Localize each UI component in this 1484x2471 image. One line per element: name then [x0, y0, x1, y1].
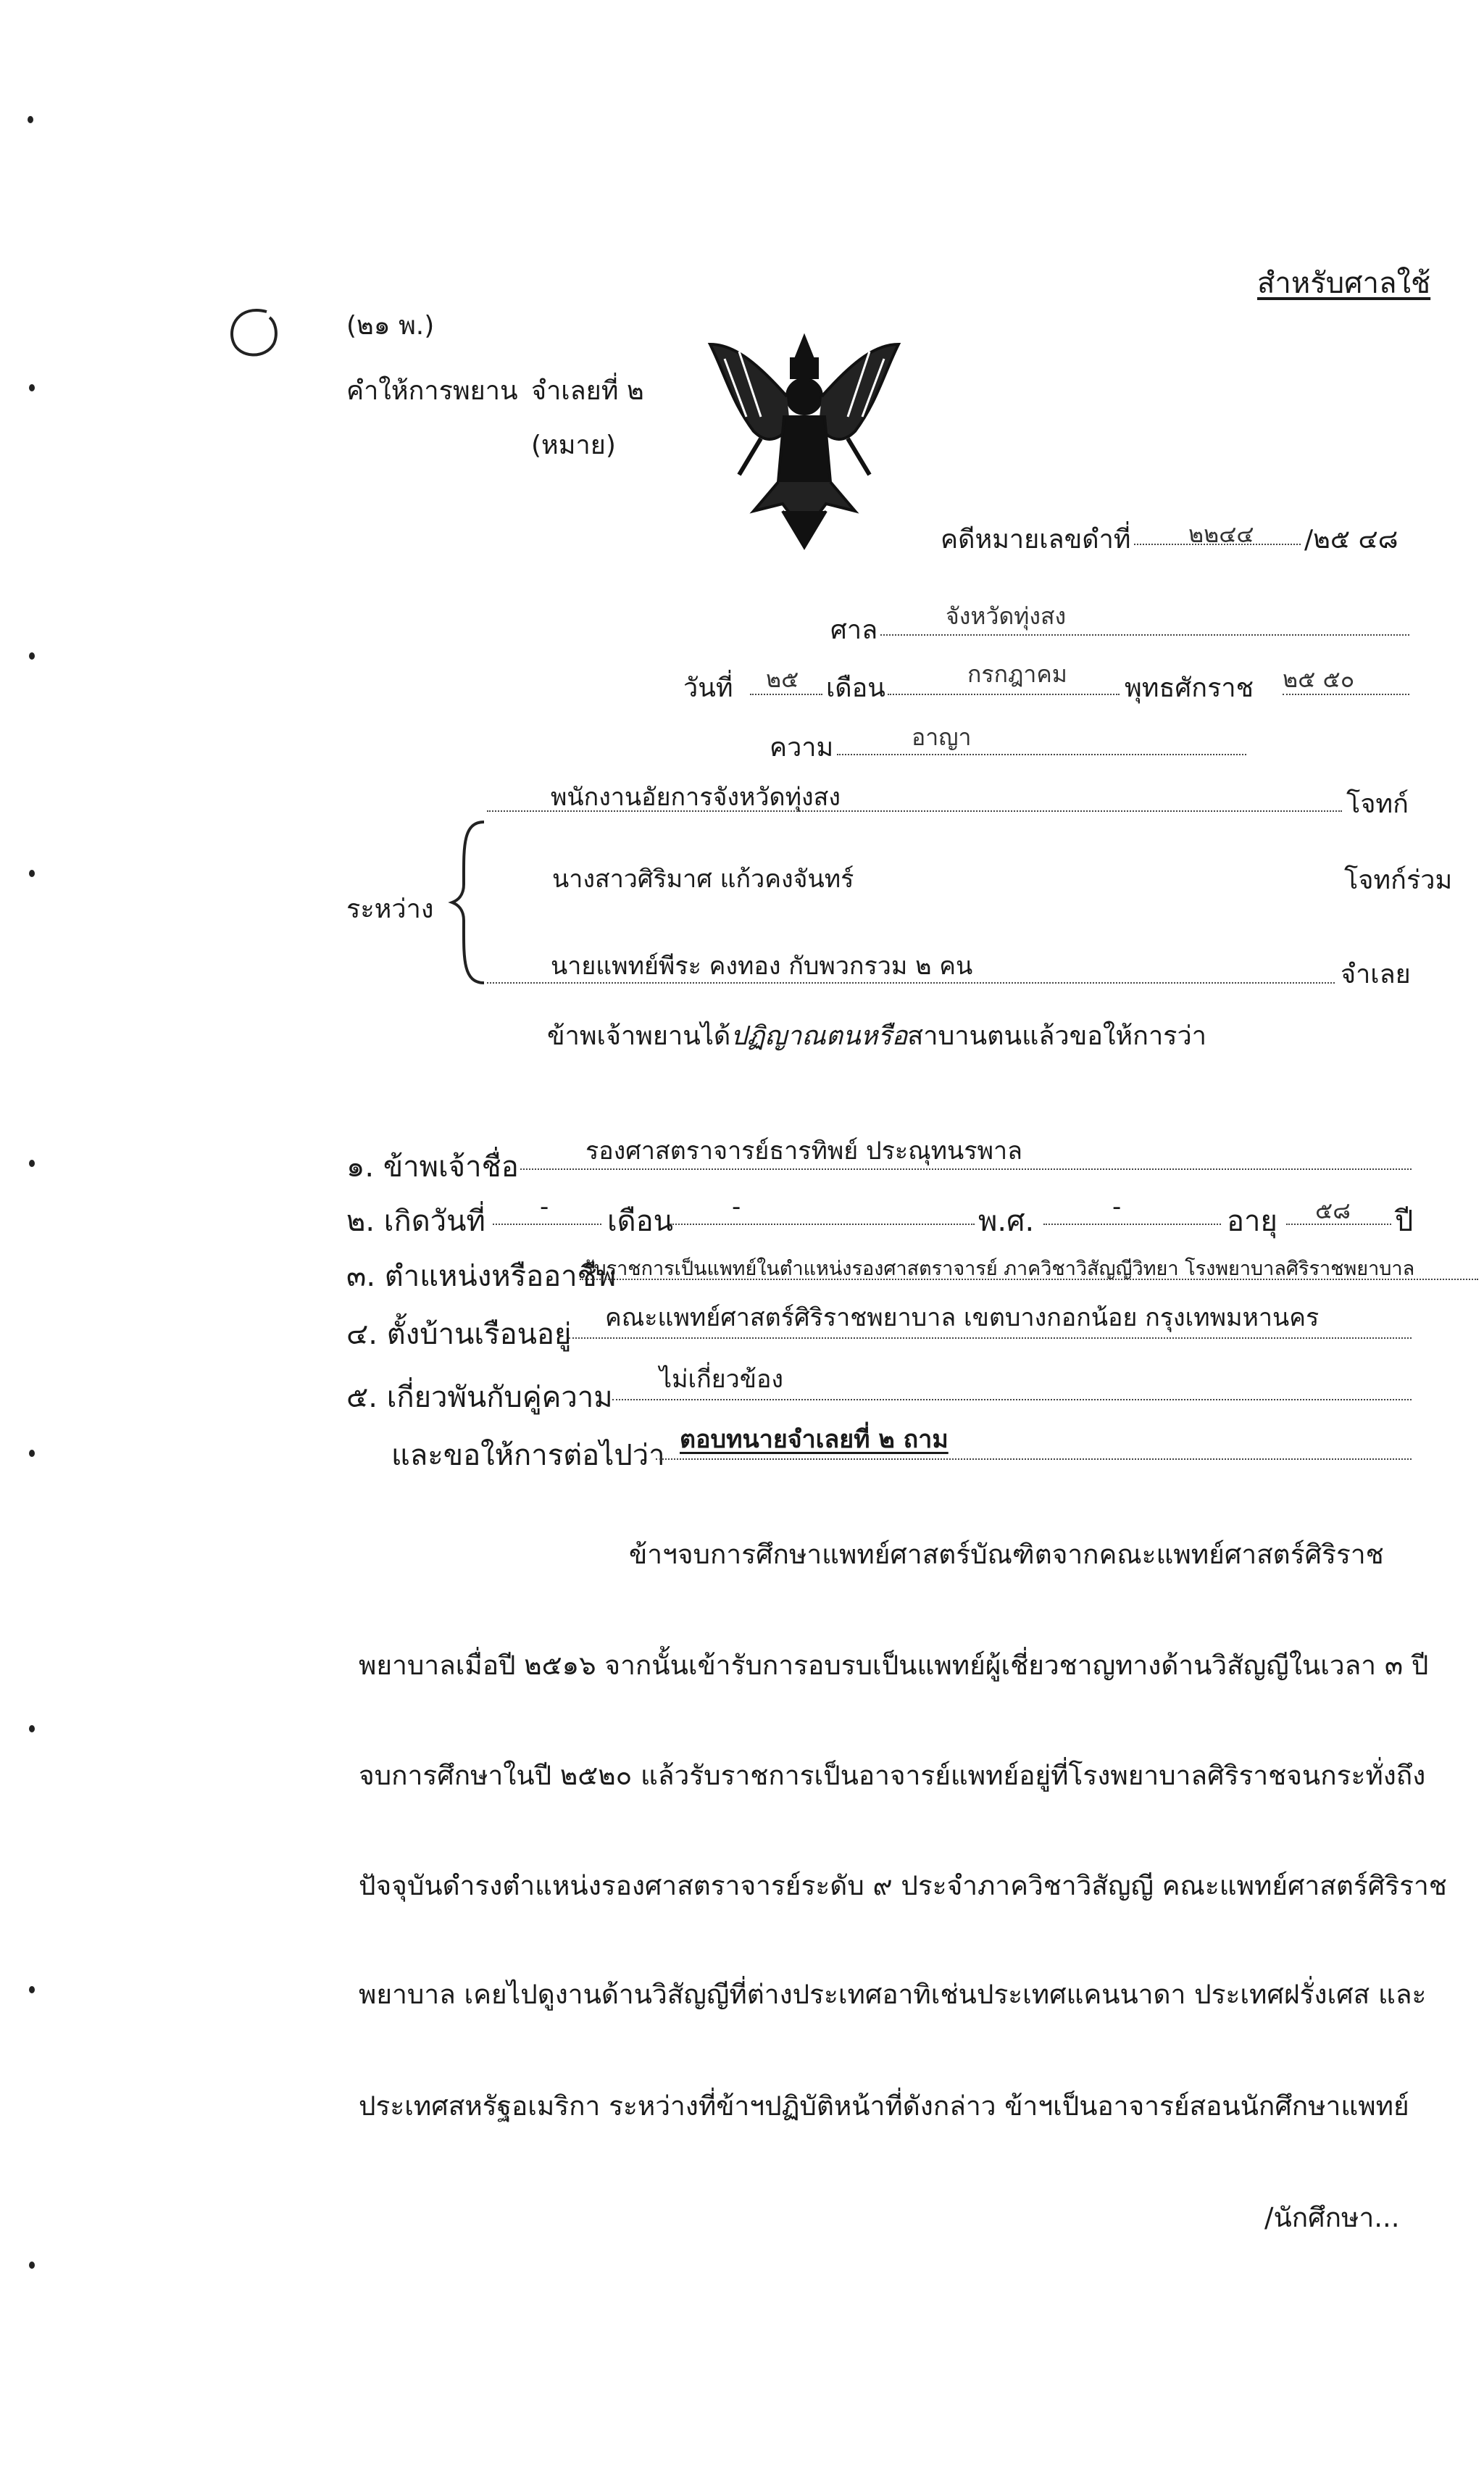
dob-year: - — [1112, 1192, 1122, 1221]
continuation-marker: /นักศึกษา... — [1264, 2202, 1400, 2233]
relation-label: ๕. เกี่ยวพันกับคู่ความ — [346, 1381, 613, 1414]
address-value: คณะแพทย์ศาสตร์ศิริราชพยาบาล เขตบางกอกน้อย กรุงเทพมหานคร — [605, 1303, 1320, 1332]
testimony-line: พยาบาล เคยไปดูงานด้านวิสัญญีที่ต่างประเทศอาทิเช่นประเทศแคนนาดา ประเทศฝรั่งเศส และ — [359, 1979, 1427, 2010]
for-court-use-label: สำหรับศาลใช้ — [1257, 267, 1431, 300]
scan-speck — [29, 652, 35, 660]
court-label: ศาล — [830, 615, 878, 645]
scan-speck — [29, 2262, 35, 2269]
scan-speck — [29, 1986, 35, 1993]
defendant-role: จำเลย — [1341, 960, 1411, 989]
dob-year-line — [1043, 1224, 1221, 1225]
co-plaintiff-name: นางสาวศิริมาศ แก้วคงจันทร์ — [552, 865, 854, 894]
co-plaintiff-role: โจทก์ร่วม — [1344, 865, 1453, 895]
oath-suffix: สาบานตนแล้วขอให้การว่า — [907, 1021, 1206, 1051]
continue-value: ตอบทนายจำเลยที่ ๒ ถาม — [680, 1425, 949, 1454]
occupation-value: รับราชการเป็นแพทย์ในตำแหน่งรองศาสตราจารย์ ภาควิชาวิสัญญีวิทยา โรงพยาบาลศิริราชพยาบาล — [583, 1258, 1415, 1280]
testimony-line: ปัจจุบันดำรงตำแหน่งรองศาสตราจารย์ระดับ ๙ ประจำภาควิชาวิสัญญี คณะแพทย์ศาสตร์ศิริราช — [359, 1870, 1447, 1901]
relation-value: ไม่เกี่ยวข้อง — [659, 1365, 783, 1394]
oath-value: ปฏิญาณตนหรือ — [730, 1021, 908, 1051]
garuda-emblem-icon — [703, 330, 906, 555]
date-label: วันที่ — [683, 673, 733, 703]
defendant-number: จำเลยที่ ๒ — [531, 376, 644, 406]
between-label: ระหว่าง — [346, 894, 434, 924]
dob-month: - — [732, 1192, 741, 1221]
defendant-name: นายแพทย์พีระ คงทอง กับพวกรวม ๒ คน — [551, 952, 973, 981]
oath-statement — [547, 1015, 1206, 1056]
age-value: ๕๘ — [1315, 1197, 1351, 1224]
month-value: กรกฎาคม — [967, 660, 1067, 688]
charge-label: ความ — [770, 733, 834, 763]
address-label: ๔. ตั้งบ้านเรือนอยู่ — [346, 1318, 572, 1351]
continue-label: และขอให้การต่อไปว่า — [391, 1439, 665, 1472]
plaintiff-role: โจทก์ — [1346, 789, 1409, 819]
continue-line — [656, 1458, 1412, 1460]
testimony-line: ประเทศสหรัฐอเมริกา ระหว่างที่ข้าฯปฏิบัติหน้าที่ดังกล่าว ข้าฯเป็นอาจารย์สอนนักศึกษาแพทย์ — [359, 2090, 1409, 2122]
address-line — [569, 1337, 1412, 1339]
dob-label: ๒. เกิดวันที่ — [346, 1205, 485, 1238]
dob-day-line — [493, 1224, 601, 1225]
testimony-line: ข้าฯจบการศึกษาแพทย์ศาสตร์บัณฑิตจากคณะแพทย์ศาสตร์ศิริราช — [629, 1539, 1384, 1570]
age-label: อายุ — [1227, 1205, 1277, 1238]
oath-prefix: ข้าพเจ้าพยานได้ — [547, 1021, 731, 1051]
testimony-line: จบการศึกษาในปี ๒๕๒๐ แล้วรับราชการเป็นอาจารย์แพทย์อยู่ที่โรงพยาบาลศิริราชจนกระทั่งถึง — [359, 1760, 1426, 1791]
header-note: (หมาย) — [531, 431, 616, 460]
name-value: รองศาสตราจารย์ธารทิพย์ ประณุทนรพาล — [585, 1137, 1022, 1166]
age-unit: ปี — [1395, 1205, 1414, 1238]
case-number-value: ๒๒๔๔ — [1188, 520, 1254, 548]
scan-speck — [28, 116, 33, 123]
scan-speck — [29, 1160, 35, 1167]
brace-icon — [448, 819, 491, 986]
occupation-label: ๓. ตำแหน่งหรืออาชีพ — [346, 1260, 617, 1293]
dob-year-label: พ.ศ. — [978, 1205, 1035, 1238]
testimony-line: พยาบาลเมื่อปี ๒๕๑๖ จากนั้นเข้ารับการอบรบเป็นแพทย์ผู้เชี่ยวชาญทางด้านวิสัญญีในเวลา ๓ ปี — [359, 1650, 1429, 1681]
charge-value: อาญา — [912, 723, 972, 751]
form-title: คำให้การพยาน — [346, 376, 518, 406]
scan-speck — [29, 1450, 35, 1457]
scan-speck — [29, 384, 35, 391]
plaintiff-name: พนักงานอัยการจังหวัดทุ่งสง — [551, 783, 841, 812]
scan-speck — [29, 870, 35, 877]
dob-month-line — [670, 1224, 975, 1225]
day-value: ๒๕ — [766, 665, 799, 693]
charge-line — [837, 754, 1246, 755]
case-year-value: /๒๕ ๔๘ — [1304, 525, 1398, 555]
scan-speck — [29, 1725, 35, 1732]
year-label: พุทธศักราช — [1125, 673, 1254, 703]
case-number-label: คดีหมายเลขดำที่ — [941, 525, 1131, 555]
circle-mark-icon — [225, 304, 283, 362]
dob-day: - — [540, 1192, 549, 1221]
dob-month-label: เดือน — [607, 1205, 674, 1238]
be-value: ๒๕ ๕๐ — [1283, 665, 1355, 693]
month-label: เดือน — [826, 673, 885, 703]
name-label: ๑. ข้าพเจ้าชื่อ — [346, 1150, 519, 1184]
form-code: (๒๑ พ.) — [346, 311, 435, 341]
court-value: จังหวัดทุ่งสง — [946, 602, 1067, 630]
month-line — [888, 694, 1120, 695]
relation-line — [612, 1399, 1412, 1400]
